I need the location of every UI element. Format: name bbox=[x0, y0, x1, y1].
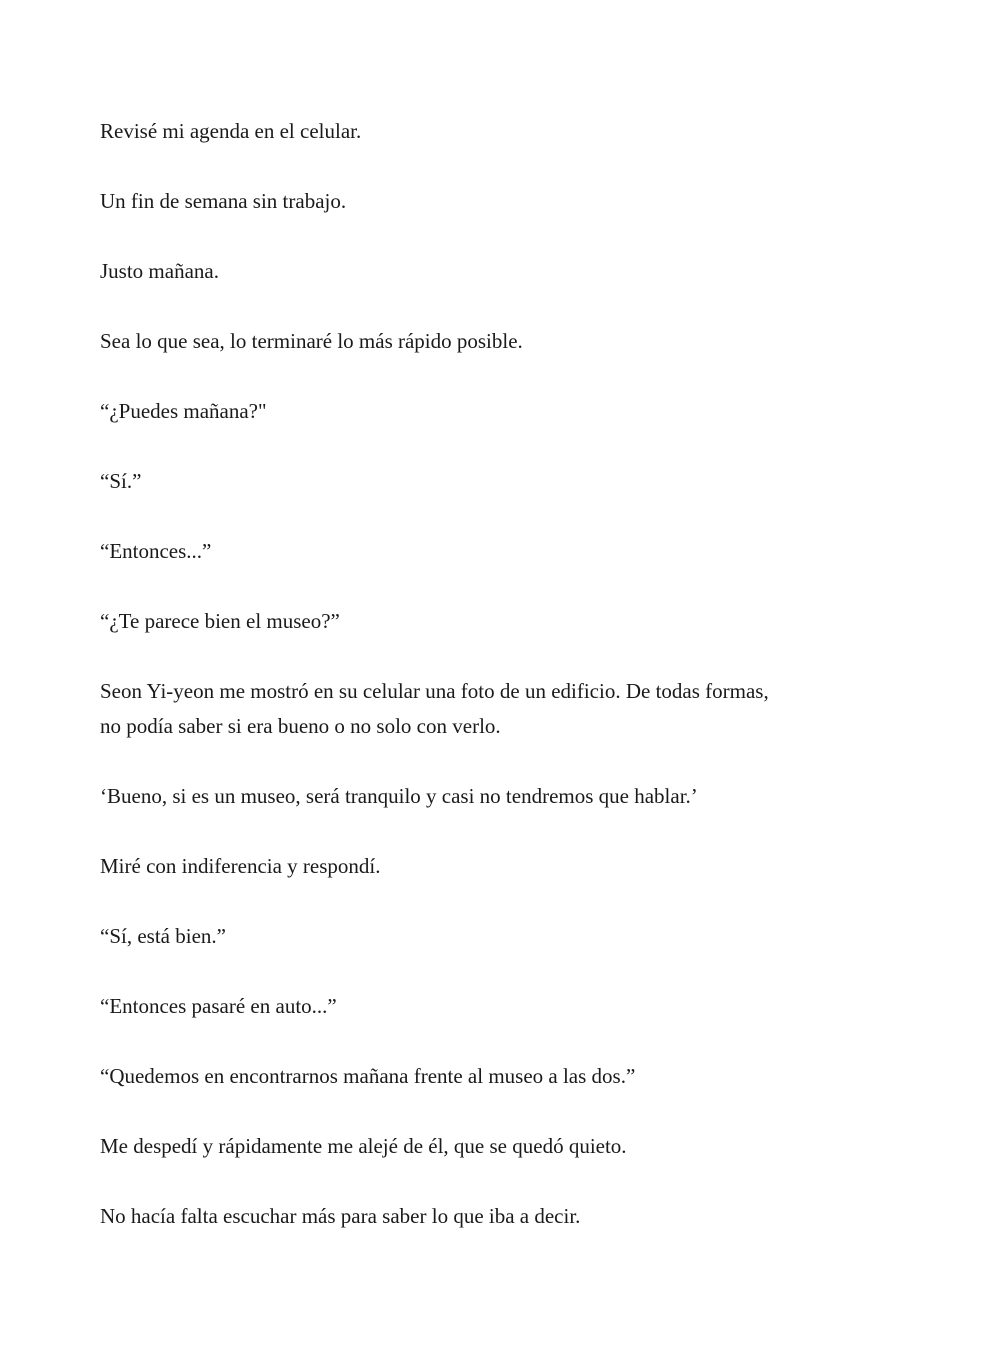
text-line: “Sí.” bbox=[100, 469, 142, 493]
dialogue-paragraph bbox=[100, 464, 940, 499]
text-line: “Entonces...” bbox=[100, 539, 212, 563]
paragraph bbox=[100, 1129, 940, 1164]
paragraph bbox=[100, 114, 940, 149]
paragraph bbox=[100, 674, 940, 744]
text-line: Seon Yi-yeon me mostró en su celular una foto de un edificio. De todas formas, bbox=[100, 679, 769, 703]
text-line: Revisé mi agenda en el celular. bbox=[100, 119, 362, 143]
paragraph bbox=[100, 1199, 940, 1234]
paragraph bbox=[100, 849, 940, 884]
paragraph bbox=[100, 324, 940, 359]
text-line: no podía saber si era bueno o no solo con verlo. bbox=[100, 714, 501, 738]
text-line: “Quedemos en encontrarnos mañana frente al museo a las dos.” bbox=[100, 1064, 636, 1088]
text-line: ‘Bueno, si es un museo, será tranquilo y casi no tendremos que hablar.’ bbox=[100, 784, 698, 808]
dialogue-paragraph bbox=[100, 534, 940, 569]
dialogue-paragraph bbox=[100, 1059, 940, 1094]
text-line: “¿Te parece bien el museo?” bbox=[100, 609, 340, 633]
text-line: Sea lo que sea, lo terminaré lo más rápido posible. bbox=[100, 329, 523, 353]
text-line: Justo mañana. bbox=[100, 259, 219, 283]
text-line: Un fin de semana sin trabajo. bbox=[100, 189, 347, 213]
text-line: “Sí, está bien.” bbox=[100, 924, 226, 948]
dialogue-paragraph bbox=[100, 394, 940, 429]
text-line: “Entonces pasaré en auto...” bbox=[100, 994, 337, 1018]
dialogue-paragraph bbox=[100, 604, 940, 639]
thought-paragraph bbox=[100, 779, 940, 814]
dialogue-paragraph bbox=[100, 919, 940, 954]
text-line: No hacía falta escuchar más para saber lo que iba a decir. bbox=[100, 1204, 581, 1228]
paragraph bbox=[100, 184, 940, 219]
paragraph bbox=[100, 254, 940, 289]
dialogue-paragraph bbox=[100, 989, 940, 1024]
text-line: Miré con indiferencia y respondí. bbox=[100, 854, 381, 878]
text-line: Me despedí y rápidamente me alejé de él, que se quedó quieto. bbox=[100, 1134, 627, 1158]
text-line: “¿Puedes mañana?" bbox=[100, 399, 267, 423]
